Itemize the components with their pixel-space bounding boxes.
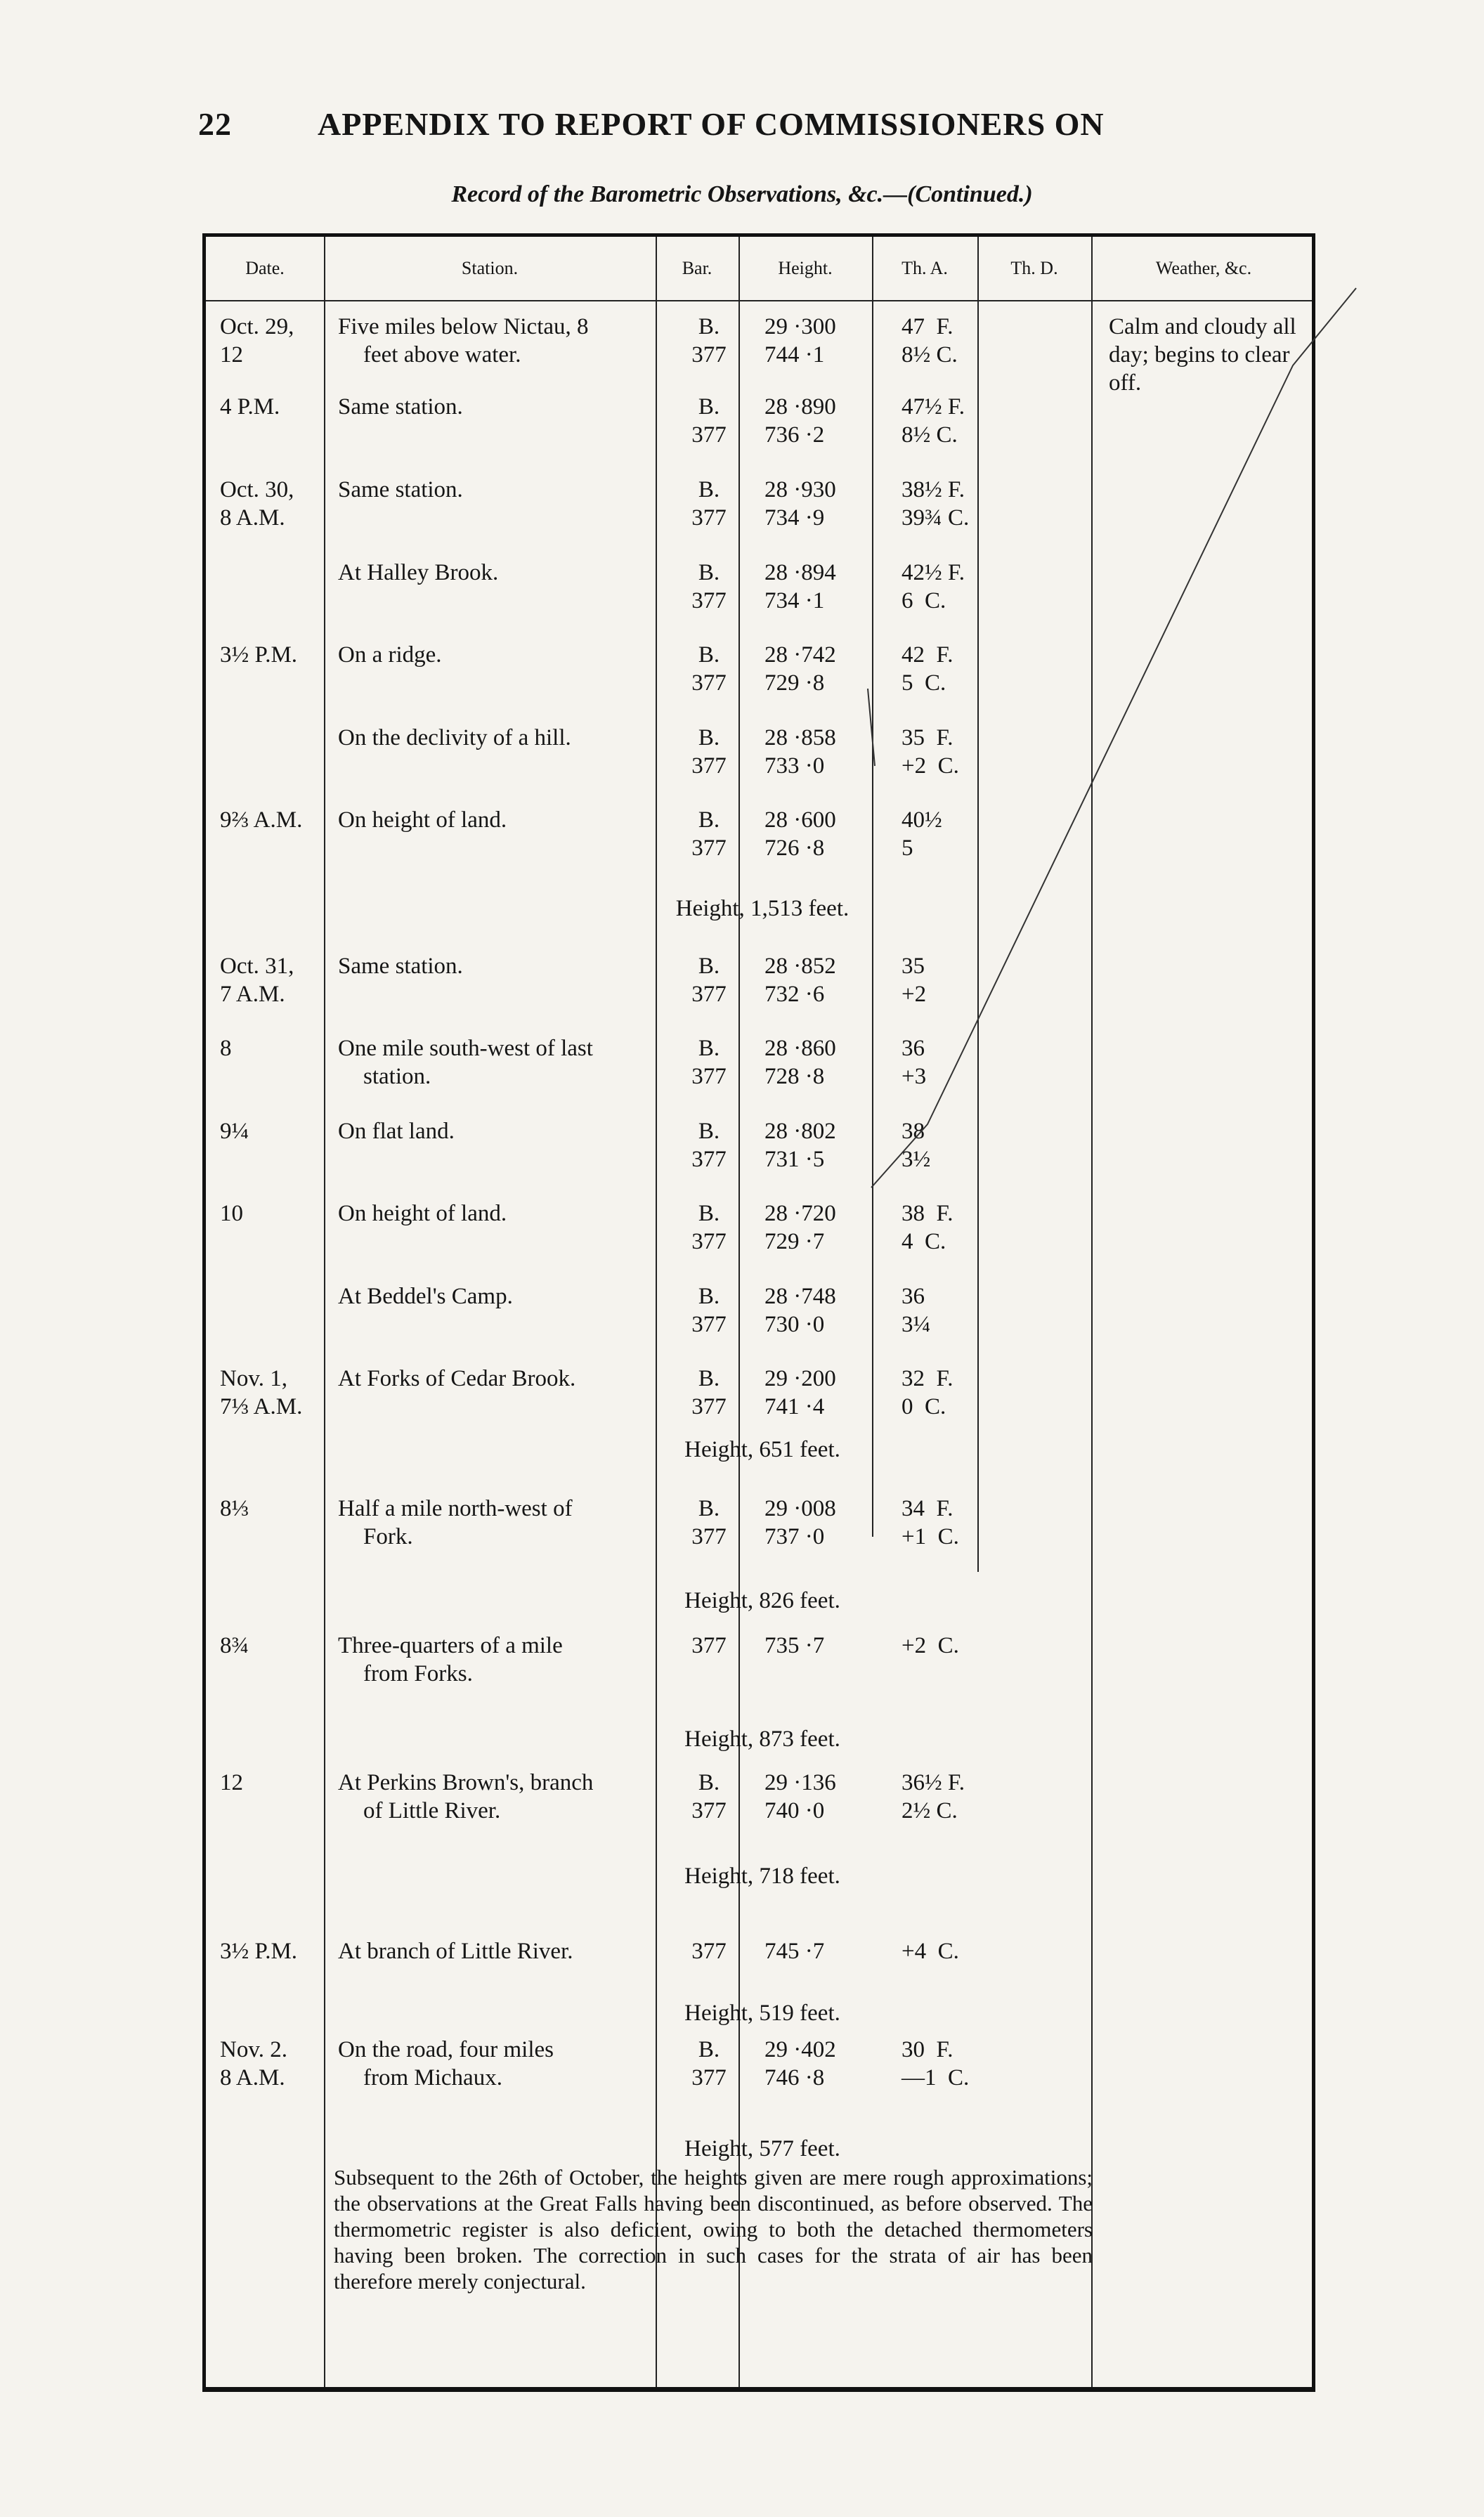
height-cell (764, 313, 891, 369)
bar-cell (681, 313, 737, 369)
date-cell-line: 3½ P.M. (220, 1939, 298, 1964)
bar-cell (681, 1282, 737, 1339)
bar-cell-line: 377 (691, 1312, 727, 1337)
station-cell-line: On flat land. (338, 1119, 455, 1144)
bar-cell (681, 952, 737, 1008)
bar-cell-line: 377 (691, 505, 727, 531)
th-a-cell-line: 39¾ C. (902, 505, 970, 531)
column-header-weather: Weather, &c. (1155, 258, 1252, 278)
column-header-bar: Bar. (682, 258, 712, 278)
date-cell (220, 1632, 249, 1660)
station-cell-line: from Michaux. (363, 2065, 502, 2090)
station-cell-line: of Little River. (363, 1798, 501, 1823)
th-a-cell-line: 42½ F. (902, 560, 965, 585)
bar-cell-line: 377 (691, 1064, 727, 1089)
th-a-cell (902, 1199, 986, 1256)
column-divider (738, 237, 740, 2387)
height-cell-line: 28 ·720 (764, 1201, 836, 1226)
station-cell (338, 2036, 647, 2092)
column-divider (1091, 237, 1093, 2387)
bar-cell-line: 377 (691, 1147, 727, 1172)
date-cell-line: Nov. 1, (220, 1366, 287, 1391)
station-cell-line: At branch of Little River. (338, 1939, 573, 1964)
th-a-cell-line: 4 C. (902, 1229, 946, 1254)
bar-cell-line: 377 (691, 1524, 727, 1549)
bar-cell-line: B. (698, 1496, 720, 1521)
station-cell (338, 1495, 647, 1551)
height-note: Height, 577 feet. (684, 2136, 840, 2161)
th-a-cell-line: 8½ C. (902, 342, 958, 368)
date-cell (220, 393, 280, 421)
bar-cell-line: B. (698, 1201, 720, 1226)
th-a-cell-line: 36 (902, 1036, 925, 1061)
date-cell-line: 8¾ (220, 1633, 249, 1658)
th-a-cell (902, 952, 986, 1008)
height-cell-line: 735 ·7 (764, 1633, 825, 1658)
th-a-cell-line: 5 (902, 835, 913, 861)
date-cell-line: 7⅓ A.M. (220, 1394, 303, 1419)
height-note: Height, 873 feet. (684, 1726, 840, 1752)
height-cell-line: 746 ·8 (764, 2065, 825, 2090)
date-cell-line: 8 (220, 1036, 232, 1061)
height-cell (764, 1282, 891, 1339)
bar-cell (681, 1365, 737, 1421)
height-cell (764, 1632, 891, 1660)
height-cell (764, 1495, 891, 1551)
station-cell-line: Five miles below Nictau, 8 (338, 314, 589, 339)
bar-cell (681, 1199, 737, 1256)
column-header-height: Height. (778, 258, 833, 278)
th-a-cell (902, 1034, 986, 1091)
column-header-date: Date. (245, 258, 285, 278)
station-cell-line: On a ridge. (338, 642, 442, 668)
height-cell-line: 28 ·600 (764, 807, 836, 833)
th-a-cell-line: 2½ C. (902, 1798, 958, 1823)
station-cell (338, 641, 647, 669)
bar-cell-line: 377 (691, 1229, 727, 1254)
bar-cell (681, 476, 737, 532)
th-a-cell-line: 47½ F. (902, 394, 965, 420)
date-cell (220, 806, 302, 834)
date-cell (220, 1365, 302, 1421)
station-cell (338, 1937, 647, 1965)
date-cell-line: Oct. 31, (220, 954, 294, 979)
weather-cell: Calm and cloudy all day; begins to clear off. (1109, 314, 1296, 396)
th-a-cell (902, 1495, 986, 1551)
th-a-cell-line: 32 F. (902, 1366, 953, 1391)
station-cell-line: At Perkins Brown's, branch (338, 1770, 594, 1795)
station-cell (338, 724, 647, 752)
th-a-cell (902, 1937, 986, 1965)
height-cell-line: 734 ·9 (764, 505, 825, 531)
column-divider (324, 237, 325, 2387)
date-cell (220, 1199, 243, 1228)
th-a-cell-line: +2 (902, 982, 927, 1007)
station-cell-line: At Beddel's Camp. (338, 1284, 513, 1309)
height-cell (764, 2036, 891, 2092)
height-cell-line: 729 ·8 (764, 670, 825, 696)
height-cell (764, 559, 891, 615)
th-a-cell (902, 641, 986, 697)
height-note: Height, 1,513 feet. (675, 896, 850, 921)
bar-cell (681, 724, 737, 780)
bar-cell (681, 1769, 737, 1825)
height-cell (764, 393, 891, 449)
height-cell-line: 744 ·1 (764, 342, 825, 368)
date-cell-line: 8⅓ (220, 1496, 249, 1521)
bar-cell-line: B. (698, 2037, 720, 2062)
th-a-cell-line: 35 (902, 954, 925, 979)
page-header (198, 105, 1252, 143)
th-a-cell-line: 0 C. (902, 1394, 946, 1419)
station-cell-line: Same station. (338, 394, 463, 420)
station-cell-line: One mile south-west of last (338, 1036, 593, 1061)
th-a-cell-line: 42 F. (902, 642, 953, 668)
station-cell-line: At Forks of Cedar Brook. (338, 1366, 576, 1391)
date-cell-line: 9¼ (220, 1119, 249, 1144)
date-cell-line: 8 A.M. (220, 505, 285, 531)
th-a-cell-line: 34 F. (902, 1496, 953, 1521)
height-cell-line: 726 ·8 (764, 835, 825, 861)
th-a-cell (902, 1632, 986, 1660)
bar-cell (681, 1034, 737, 1091)
bar-cell-line: 377 (691, 670, 727, 696)
station-cell (338, 313, 647, 369)
th-a-cell (902, 724, 986, 780)
station-cell-line: Fork. (363, 1524, 413, 1549)
height-note: Height, 718 feet. (684, 1864, 840, 1889)
th-a-cell-line: 38½ F. (902, 477, 965, 502)
th-a-cell-line: 8½ C. (902, 422, 958, 448)
bar-cell-line: 377 (691, 1798, 727, 1823)
th-a-cell-line: 38 (902, 1119, 925, 1144)
bar-cell-line: 377 (691, 835, 727, 861)
th-a-cell (902, 1282, 986, 1339)
date-cell-line: 10 (220, 1201, 243, 1226)
station-cell (338, 806, 647, 834)
height-cell-line: 28 ·742 (764, 642, 836, 668)
bar-cell-line: 377 (691, 982, 727, 1007)
station-cell-line: from Forks. (363, 1661, 473, 1686)
height-cell-line: 740 ·0 (764, 1798, 825, 1823)
height-cell-line: 737 ·0 (764, 1524, 825, 1549)
bar-cell-line: 377 (691, 2065, 727, 2090)
bar-cell (681, 1495, 737, 1551)
th-a-cell (902, 393, 986, 449)
bar-cell (681, 559, 737, 615)
height-cell-line: 731 ·5 (764, 1147, 825, 1172)
date-cell-line: 9⅔ A.M. (220, 807, 303, 833)
station-cell (338, 1117, 647, 1145)
station-cell-line: On the road, four miles (338, 2037, 554, 2062)
station-cell (338, 1365, 647, 1393)
station-cell-line: station. (363, 1064, 431, 1089)
station-cell (338, 1769, 647, 1825)
th-a-cell-line: 47 F. (902, 314, 953, 339)
height-cell-line: 29 ·008 (764, 1496, 836, 1521)
date-cell (220, 952, 294, 1008)
station-cell (338, 393, 647, 421)
th-a-cell (902, 476, 986, 532)
height-cell-line: 29 ·402 (764, 2037, 836, 2062)
height-cell-line: 28 ·860 (764, 1036, 836, 1061)
height-cell-line: 29 ·200 (764, 1366, 836, 1391)
th-a-cell (902, 2036, 986, 2092)
height-cell-line: 732 ·6 (764, 982, 825, 1007)
height-cell (764, 1769, 891, 1825)
height-cell-line: 736 ·2 (764, 422, 825, 448)
date-cell (220, 476, 294, 532)
date-cell (220, 1937, 297, 1965)
footnote: Subsequent to the 26th of October, the heights given are mere rough approximations; the observations at the Great Falls having been discontinued, as before observed. The thermometric register is also deficient, owing to both the detached thermometers having been broken. The correction in such cases for the strata of air has been therefore merely conjectural. (334, 2165, 1093, 2294)
date-cell-line: 3½ P.M. (220, 642, 298, 668)
bar-cell (681, 1117, 737, 1173)
date-cell (220, 2036, 287, 2092)
date-cell-line: 8 A.M. (220, 2065, 285, 2090)
observation-table (202, 233, 1315, 2392)
bar-cell-line: 377 (691, 422, 727, 448)
table-subtitle: Record of the Barometric Observations, &c.—(Continued.) (451, 181, 1033, 207)
bar-cell-line: B. (698, 642, 720, 668)
height-cell (764, 1199, 891, 1256)
bar-cell-line: B. (698, 1119, 720, 1144)
th-a-cell-line: +2 C. (902, 753, 959, 779)
column-header-station: Station. (461, 258, 519, 278)
height-cell-line: 745 ·7 (764, 1939, 825, 1964)
th-a-cell-line: —1 C. (902, 2065, 970, 2090)
bar-cell-line: 377 (691, 588, 727, 613)
height-cell (764, 952, 891, 1008)
station-cell (338, 1034, 647, 1091)
date-cell (220, 641, 297, 669)
station-cell-line: Same station. (338, 477, 463, 502)
column-divider (656, 237, 657, 2387)
th-a-cell-line: 36½ F. (902, 1770, 965, 1795)
bar-cell-line: B. (698, 725, 720, 750)
height-cell (764, 724, 891, 780)
station-cell-line: Half a mile north-west of (338, 1496, 573, 1521)
th-a-cell-line: 40½ (902, 807, 942, 833)
bar-cell (681, 641, 737, 697)
height-cell (764, 641, 891, 697)
height-cell (764, 806, 891, 862)
station-cell-line: On the declivity of a hill. (338, 725, 571, 750)
th-a-cell-line: 3½ (902, 1147, 931, 1172)
column-header-th-a: Th. A. (902, 258, 948, 278)
height-cell-line: 729 ·7 (764, 1229, 825, 1254)
station-cell (338, 1632, 647, 1688)
height-cell-line: 28 ·930 (764, 477, 836, 502)
bar-cell-line: 377 (691, 1394, 727, 1419)
station-cell-line: On height of land. (338, 1201, 507, 1226)
station-cell-line: Same station. (338, 954, 463, 979)
bar-cell-line: B. (698, 1770, 720, 1795)
th-a-cell-line: +4 C. (902, 1939, 959, 1964)
bar-cell (681, 806, 737, 862)
date-cell-line: 4 P.M. (220, 394, 280, 420)
th-a-cell-line: 6 C. (902, 588, 946, 613)
header-rule (206, 300, 1312, 301)
bar-cell-line: B. (698, 1036, 720, 1061)
bar-cell-line: B. (698, 394, 720, 420)
th-a-cell-line: +3 (902, 1064, 927, 1089)
height-cell-line: 741 ·4 (764, 1394, 825, 1419)
bar-cell-line: B. (698, 954, 720, 979)
date-cell (220, 313, 294, 369)
th-a-cell-line: 36 (902, 1284, 925, 1309)
height-note: Height, 519 feet. (684, 2001, 840, 2026)
height-cell (764, 1937, 891, 1965)
th-a-cell (902, 559, 986, 615)
bar-cell-line: B. (698, 807, 720, 833)
height-note: Height, 826 feet. (684, 1588, 840, 1613)
station-cell (338, 1282, 647, 1310)
th-a-cell-line: 30 F. (902, 2037, 953, 2062)
th-a-cell (902, 806, 986, 862)
height-cell-line: 28 ·894 (764, 560, 836, 585)
th-a-cell (902, 1769, 986, 1825)
bar-cell-line: 377 (691, 342, 727, 368)
station-cell-line: Three-quarters of a mile (338, 1633, 563, 1658)
bar-cell (681, 393, 737, 449)
height-cell-line: 728 ·8 (764, 1064, 825, 1089)
bar-cell (681, 1632, 737, 1660)
bar-cell-line: 377 (691, 753, 727, 779)
date-cell-line: 12 (220, 1770, 243, 1795)
height-note: Height, 651 feet. (684, 1437, 840, 1462)
height-cell-line: 730 ·0 (764, 1312, 825, 1337)
station-cell (338, 952, 647, 980)
height-cell-line: 733 ·0 (764, 753, 825, 779)
date-cell-line: Nov. 2. (220, 2037, 287, 2062)
height-cell-line: 734 ·1 (764, 588, 825, 613)
height-cell-line: 29 ·300 (764, 314, 836, 339)
date-cell (220, 1034, 232, 1062)
bar-cell-line: B. (698, 560, 720, 585)
bar-cell-line: B. (698, 1284, 720, 1309)
date-cell-line: Oct. 29, (220, 314, 294, 339)
th-a-cell-line: 38 F. (902, 1201, 953, 1226)
th-a-cell (902, 313, 986, 369)
station-cell (338, 1199, 647, 1228)
height-cell-line: 29 ·136 (764, 1770, 836, 1795)
th-a-cell-line: +2 C. (902, 1633, 959, 1658)
station-cell-line: At Halley Brook. (338, 560, 499, 585)
th-a-cell-line: 35 F. (902, 725, 953, 750)
station-cell-line: On height of land. (338, 807, 507, 833)
height-cell-line: 28 ·858 (764, 725, 836, 750)
column-header-th-d: Th. D. (1010, 258, 1058, 278)
th-a-cell-line: +1 C. (902, 1524, 959, 1549)
page-number: 22 (198, 106, 232, 142)
bar-cell-line: 377 (691, 1633, 727, 1658)
th-a-cell-line: 3¼ (902, 1312, 931, 1337)
height-cell (764, 1034, 891, 1091)
bar-cell-line: 377 (691, 1939, 727, 1964)
th-a-cell (902, 1365, 986, 1421)
bar-cell-line: B. (698, 1366, 720, 1391)
date-cell (220, 1495, 249, 1523)
height-cell (764, 1365, 891, 1421)
station-cell (338, 476, 647, 504)
date-cell-line: 12 (220, 342, 243, 368)
date-cell (220, 1769, 243, 1797)
height-cell (764, 1117, 891, 1173)
height-cell (764, 476, 891, 532)
height-cell-line: 28 ·852 (764, 954, 836, 979)
date-cell (220, 1117, 249, 1145)
date-cell-line: 7 A.M. (220, 982, 285, 1007)
page-heading: APPENDIX TO REPORT OF COMMISSIONERS ON (318, 106, 1105, 142)
height-cell-line: 28 ·748 (764, 1284, 836, 1309)
th-a-cell (902, 1117, 986, 1173)
height-cell-line: 28 ·802 (764, 1119, 836, 1144)
bar-cell (681, 2036, 737, 2092)
station-cell-line: feet above water. (363, 342, 521, 368)
bar-cell-line: B. (698, 314, 720, 339)
date-cell-line: Oct. 30, (220, 477, 294, 502)
th-a-cell-line: 5 C. (902, 670, 946, 696)
bar-cell (681, 1937, 737, 1965)
height-cell-line: 28 ·890 (764, 394, 836, 420)
bar-cell-line: B. (698, 477, 720, 502)
station-cell (338, 559, 647, 587)
